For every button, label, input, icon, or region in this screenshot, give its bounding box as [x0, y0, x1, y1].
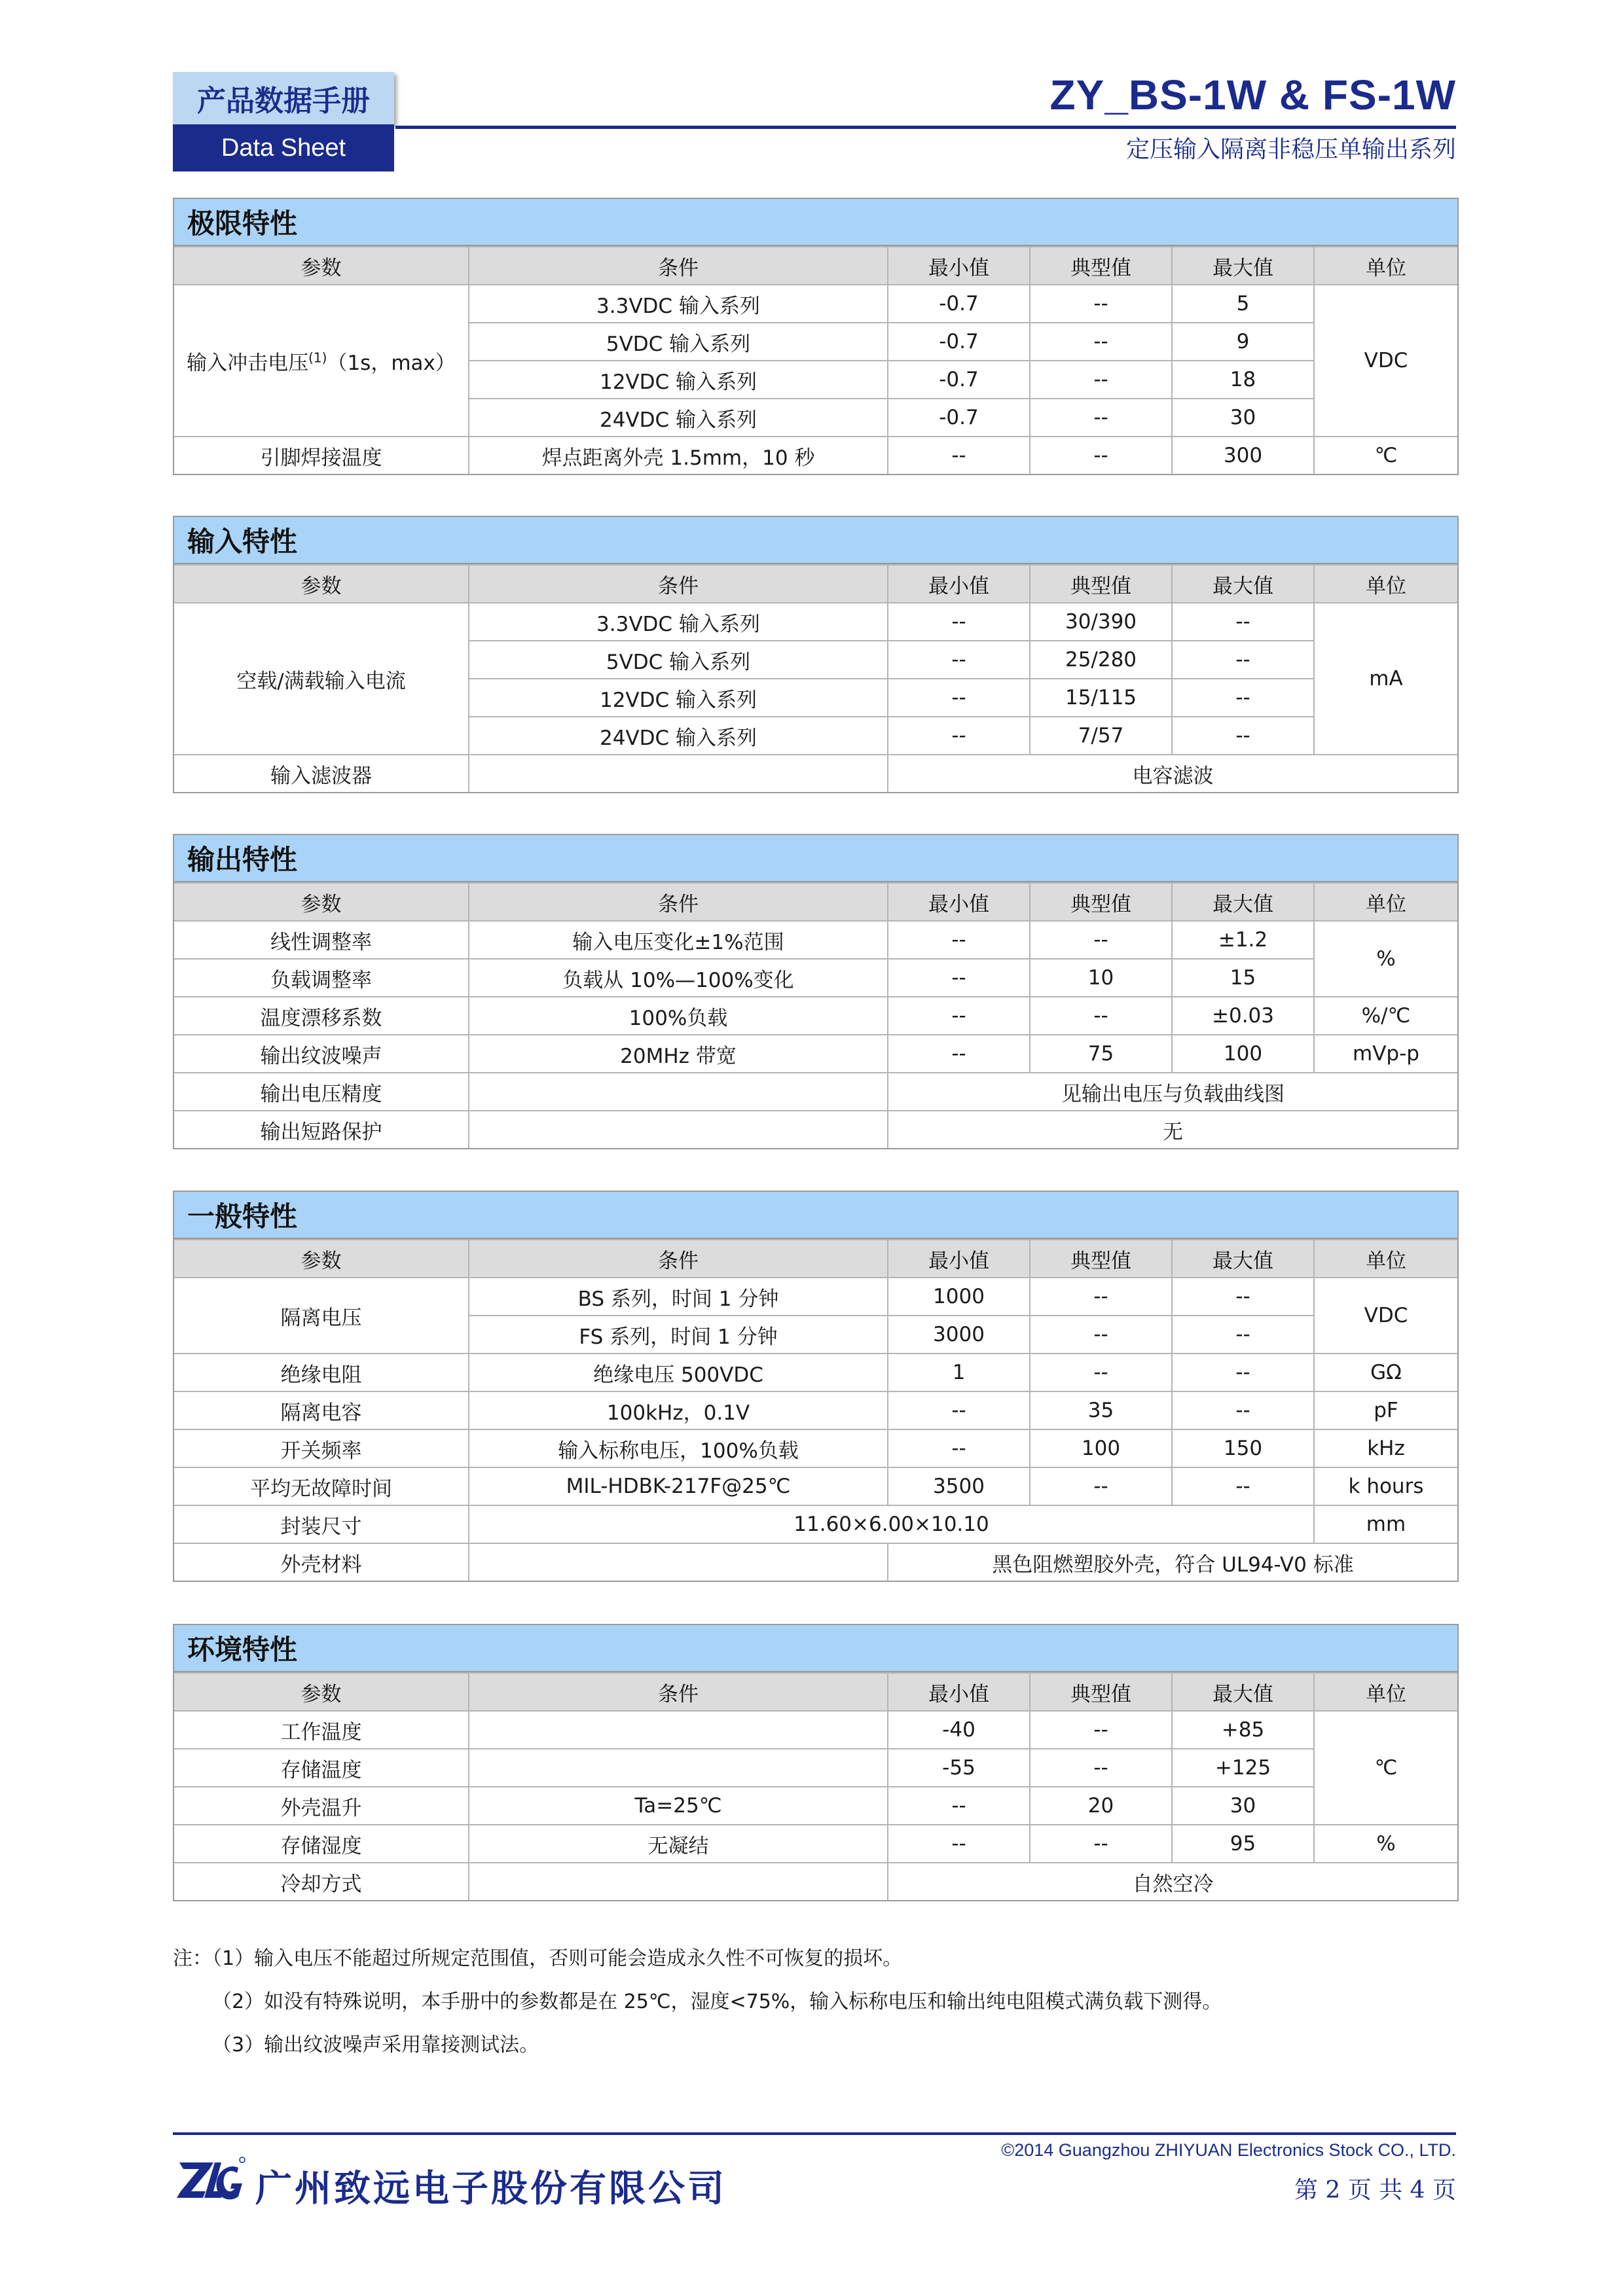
col-unit: 单位 [1314, 1673, 1457, 1711]
table-header-row [174, 1673, 1457, 1711]
min-cell: -0.7 [888, 361, 1030, 399]
section-title: 输出特性 [174, 835, 1457, 882]
unit-cell: mVp-p [1314, 1035, 1457, 1073]
min-cell: -- [888, 959, 1030, 997]
max-cell: 5 [1172, 285, 1314, 323]
param-cell [174, 285, 469, 437]
param-cell: 负载调整率 [174, 959, 469, 997]
col-unit: 单位 [1314, 565, 1457, 603]
col-condition: 条件 [469, 1240, 888, 1278]
typ-cell: 75 [1030, 1035, 1172, 1073]
min-cell: -- [888, 1825, 1030, 1863]
col-condition: 条件 [469, 1673, 888, 1711]
table-row [174, 1035, 1457, 1073]
param-cell: 温度漂移系数 [174, 997, 469, 1035]
unit-cell: % [1314, 921, 1457, 997]
col-condition: 条件 [469, 247, 888, 285]
min-cell: -- [888, 1035, 1030, 1073]
min-cell: 3000 [888, 1316, 1030, 1354]
condition-cell: 5VDC 输入系列 [469, 641, 888, 679]
section-environment [173, 1624, 1459, 1901]
condition-cell: 3.3VDC 输入系列 [469, 285, 888, 323]
condition-cell [469, 755, 888, 792]
max-cell: -- [1172, 717, 1314, 755]
table-row [174, 1505, 1457, 1543]
value-cell: 11.60×6.00×10.10 [469, 1505, 1314, 1543]
condition-cell: 100kHz，0.1V [469, 1391, 888, 1429]
table-row [174, 1467, 1457, 1505]
col-typ: 典型值 [1030, 565, 1172, 603]
condition-cell [469, 1111, 888, 1148]
unit-cell: mm [1314, 1505, 1457, 1543]
max-cell: ±0.03 [1172, 997, 1314, 1035]
unit-cell: ℃ [1314, 437, 1457, 474]
table-header-row [174, 1240, 1457, 1278]
min-cell: -0.7 [888, 285, 1030, 323]
param-cell: 存储湿度 [174, 1825, 469, 1863]
col-typ: 典型值 [1030, 883, 1172, 921]
max-cell: 95 [1172, 1825, 1314, 1863]
max-cell: -- [1172, 679, 1314, 717]
col-max: 最大值 [1172, 1240, 1314, 1278]
max-cell: 100 [1172, 1035, 1314, 1073]
page-number: 第 2 页 共 4 页 [1294, 2177, 1456, 2204]
col-min: 最小值 [888, 247, 1030, 285]
condition-cell: 12VDC 输入系列 [469, 361, 888, 399]
col-max: 最大值 [1172, 565, 1314, 603]
col-unit: 单位 [1314, 247, 1457, 285]
unit-cell: kHz [1314, 1429, 1457, 1467]
typ-cell: 15/115 [1030, 679, 1172, 717]
col-min: 最小值 [888, 883, 1030, 921]
condition-cell: 绝缘电压 500VDC [469, 1354, 888, 1391]
param-label: 输入冲击电压 [187, 351, 309, 375]
table-row [174, 1429, 1457, 1467]
condition-cell: 20MHz 带宽 [469, 1035, 888, 1073]
min-cell: -- [888, 1429, 1030, 1467]
value-cell: 黑色阻燃塑胶外壳，符合 UL94-V0 标准 [888, 1543, 1457, 1581]
product-model: ZY_BS-1W & FS-1W [1049, 71, 1456, 118]
condition-cell [469, 1543, 888, 1581]
unit-cell: mA [1314, 603, 1457, 755]
typ-cell: 10 [1030, 959, 1172, 997]
condition-cell: 100%负载 [469, 997, 888, 1035]
col-condition: 条件 [469, 565, 888, 603]
value-cell: 见输出电压与负载曲线图 [888, 1073, 1457, 1111]
col-param: 参数 [174, 565, 469, 603]
zlg-logo-icon [174, 2153, 246, 2212]
max-cell: -- [1172, 1391, 1314, 1429]
condition-cell [469, 1749, 888, 1787]
col-param: 参数 [174, 883, 469, 921]
max-cell: -- [1172, 1467, 1314, 1505]
min-cell: -- [888, 997, 1030, 1035]
typ-cell: -- [1030, 285, 1172, 323]
max-cell: -- [1172, 1354, 1314, 1391]
max-cell: 15 [1172, 959, 1314, 997]
min-cell: -0.7 [888, 399, 1030, 437]
footnotes [173, 1937, 1456, 2067]
condition-cell [469, 1711, 888, 1749]
section-title: 环境特性 [174, 1625, 1457, 1672]
note-1: 注：（1）输入电压不能超过所规定范围值，否则可能会造成永久性不可恢复的损坏。 [173, 1947, 903, 1970]
col-max: 最大值 [1172, 247, 1314, 285]
max-cell: 30 [1172, 399, 1314, 437]
col-unit: 单位 [1314, 1240, 1457, 1278]
typ-cell: -- [1030, 1825, 1172, 1863]
param-cell: 输出电压精度 [174, 1073, 469, 1111]
unit-cell: k hours [1314, 1467, 1457, 1505]
param-cell: 外壳材料 [174, 1543, 469, 1581]
col-typ: 典型值 [1030, 247, 1172, 285]
doc-type-badge: 产品数据手册 [173, 72, 394, 124]
max-cell: ±1.2 [1172, 921, 1314, 959]
table-row [174, 1073, 1457, 1111]
value-cell: 自然空冷 [888, 1863, 1457, 1900]
col-min: 最小值 [888, 1240, 1030, 1278]
copyright: ©2014 Guangzhou ZHIYUAN Electronics Stock CO., LTD. [1001, 2140, 1456, 2160]
min-cell: -- [888, 717, 1030, 755]
param-cell: 绝缘电阻 [174, 1354, 469, 1391]
col-max: 最大值 [1172, 1673, 1314, 1711]
value-cell: 无 [888, 1111, 1457, 1148]
condition-cell: 5VDC 输入系列 [469, 323, 888, 361]
min-cell: -40 [888, 1711, 1030, 1749]
condition-cell: 12VDC 输入系列 [469, 679, 888, 717]
unit-cell: %/℃ [1314, 997, 1457, 1035]
typ-cell: -- [1030, 361, 1172, 399]
footnote-ref: (1) [308, 350, 327, 366]
table-header-row [174, 565, 1457, 603]
col-min: 最小值 [888, 565, 1030, 603]
condition-cell: 输入电压变化±1%范围 [469, 921, 888, 959]
condition-cell: 无凝结 [469, 1825, 888, 1863]
typ-cell: -- [1030, 323, 1172, 361]
col-unit: 单位 [1314, 883, 1457, 921]
typ-cell: -- [1030, 1711, 1172, 1749]
table-row [174, 437, 1457, 474]
condition-cell: 焊点距离外壳 1.5mm，10 秒 [469, 437, 888, 474]
product-series: 定压输入隔离非稳压单输出系列 [1125, 136, 1456, 163]
param-cell: 存储温度 [174, 1749, 469, 1787]
unit-cell: pF [1314, 1391, 1457, 1429]
general-table [174, 1239, 1457, 1581]
condition-cell: 24VDC 输入系列 [469, 399, 888, 437]
min-cell: -- [888, 1787, 1030, 1825]
typ-cell: -- [1030, 1354, 1172, 1391]
footer-divider [173, 2132, 1456, 2135]
param-cell: 隔离电压 [174, 1278, 469, 1354]
typ-cell: 25/280 [1030, 641, 1172, 679]
header-divider [395, 126, 1456, 129]
section-general [173, 1191, 1459, 1582]
param-suffix: （1s，max） [327, 351, 456, 375]
note-3: （3）输出纹波噪声采用靠接测试法。 [212, 2034, 539, 2056]
section-limits [173, 198, 1459, 475]
table-row [174, 921, 1457, 959]
param-cell: 输入滤波器 [174, 755, 469, 792]
max-cell: -- [1172, 1316, 1314, 1354]
table-row [174, 1543, 1457, 1581]
table-row [174, 1391, 1457, 1429]
unit-cell: GΩ [1314, 1354, 1457, 1391]
param-cell: 空载/满载输入电流 [174, 603, 469, 755]
max-cell: -- [1172, 603, 1314, 641]
col-typ: 典型值 [1030, 1673, 1172, 1711]
table-row [174, 755, 1457, 792]
min-cell: 3500 [888, 1467, 1030, 1505]
max-cell: 9 [1172, 323, 1314, 361]
col-min: 最小值 [888, 1673, 1030, 1711]
condition-cell: 负载从 10%—100%变化 [469, 959, 888, 997]
table-row [174, 1111, 1457, 1148]
unit-cell: VDC [1314, 1278, 1457, 1354]
typ-cell: -- [1030, 921, 1172, 959]
typ-cell: 20 [1030, 1787, 1172, 1825]
typ-cell: -- [1030, 1316, 1172, 1354]
condition-cell: Ta=25℃ [469, 1787, 888, 1825]
table-row [174, 1711, 1457, 1749]
min-cell: -- [888, 1391, 1030, 1429]
unit-cell: ℃ [1314, 1711, 1457, 1825]
limits-table [174, 246, 1457, 474]
typ-cell: -- [1030, 399, 1172, 437]
table-row [174, 1787, 1457, 1825]
condition-cell: 3.3VDC 输入系列 [469, 603, 888, 641]
typ-cell: 35 [1030, 1391, 1172, 1429]
typ-cell: -- [1030, 437, 1172, 474]
table-row [174, 1278, 1457, 1316]
table-row [174, 285, 1457, 323]
col-condition: 条件 [469, 883, 888, 921]
min-cell: -0.7 [888, 323, 1030, 361]
param-cell: 冷却方式 [174, 1863, 469, 1900]
min-cell: -- [888, 603, 1030, 641]
table-row [174, 1749, 1457, 1787]
typ-cell: -- [1030, 1749, 1172, 1787]
section-output [173, 834, 1459, 1149]
typ-cell: -- [1030, 997, 1172, 1035]
min-cell: 1000 [888, 1278, 1030, 1316]
min-cell: -- [888, 921, 1030, 959]
max-cell: 18 [1172, 361, 1314, 399]
param-cell: 输出纹波噪声 [174, 1035, 469, 1073]
unit-cell: VDC [1314, 285, 1457, 437]
param-cell: 线性调整率 [174, 921, 469, 959]
section-title: 一般特性 [174, 1192, 1457, 1239]
note-2: （2）如没有特殊说明，本手册中的参数都是在 25℃，湿度<75%，输入标称电压和输出纯电阻模式满负载下测得。 [212, 1990, 1222, 2013]
condition-cell [469, 1073, 888, 1111]
col-max: 最大值 [1172, 883, 1314, 921]
output-table [174, 882, 1457, 1148]
environment-table [174, 1672, 1457, 1900]
table-header-row [174, 247, 1457, 285]
table-row [174, 1354, 1457, 1391]
param-cell: 外壳温升 [174, 1787, 469, 1825]
param-cell: 引脚焊接温度 [174, 437, 469, 474]
col-param: 参数 [174, 247, 469, 285]
condition-cell: BS 系列，时间 1 分钟 [469, 1278, 888, 1316]
param-cell: 工作温度 [174, 1711, 469, 1749]
table-row [174, 603, 1457, 641]
min-cell: -- [888, 437, 1030, 474]
table-row [174, 1825, 1457, 1863]
typ-cell: 30/390 [1030, 603, 1172, 641]
typ-cell: 100 [1030, 1429, 1172, 1467]
max-cell: 300 [1172, 437, 1314, 474]
condition-cell: FS 系列，时间 1 分钟 [469, 1316, 888, 1354]
param-cell: 输出短路保护 [174, 1111, 469, 1148]
input-table [174, 564, 1457, 792]
max-cell: 30 [1172, 1787, 1314, 1825]
condition-cell: 输入标称电压，100%负载 [469, 1429, 888, 1467]
min-cell: 1 [888, 1354, 1030, 1391]
typ-cell: -- [1030, 1467, 1172, 1505]
max-cell: -- [1172, 1278, 1314, 1316]
logo-graphic [174, 2153, 246, 2212]
param-cell: 平均无故障时间 [174, 1467, 469, 1505]
max-cell: +85 [1172, 1711, 1314, 1749]
data-sheet-label: Data Sheet [173, 124, 394, 171]
param-cell: 封装尺寸 [174, 1505, 469, 1543]
condition-cell [469, 1863, 888, 1900]
min-cell: -- [888, 679, 1030, 717]
col-param: 参数 [174, 1240, 469, 1278]
max-cell: -- [1172, 641, 1314, 679]
table-row [174, 997, 1457, 1035]
col-param: 参数 [174, 1673, 469, 1711]
typ-cell: 7/57 [1030, 717, 1172, 755]
value-cell: 电容滤波 [888, 755, 1457, 792]
param-cell: 开关频率 [174, 1429, 469, 1467]
typ-cell: -- [1030, 1278, 1172, 1316]
section-title: 极限特性 [174, 199, 1457, 246]
condition-cell: 24VDC 输入系列 [469, 717, 888, 755]
table-row [174, 1863, 1457, 1900]
unit-cell: % [1314, 1825, 1457, 1863]
min-cell: -- [888, 641, 1030, 679]
max-cell: +125 [1172, 1749, 1314, 1787]
max-cell: 150 [1172, 1429, 1314, 1467]
company-name: 广州致远电子股份有限公司 [255, 2168, 727, 2210]
section-title: 输入特性 [174, 517, 1457, 564]
table-row [174, 959, 1457, 997]
min-cell: -55 [888, 1749, 1030, 1787]
col-typ: 典型值 [1030, 1240, 1172, 1278]
condition-cell: MIL-HDBK-217F@25℃ [469, 1467, 888, 1505]
section-input [173, 516, 1459, 793]
table-header-row [174, 883, 1457, 921]
param-cell: 隔离电容 [174, 1391, 469, 1429]
